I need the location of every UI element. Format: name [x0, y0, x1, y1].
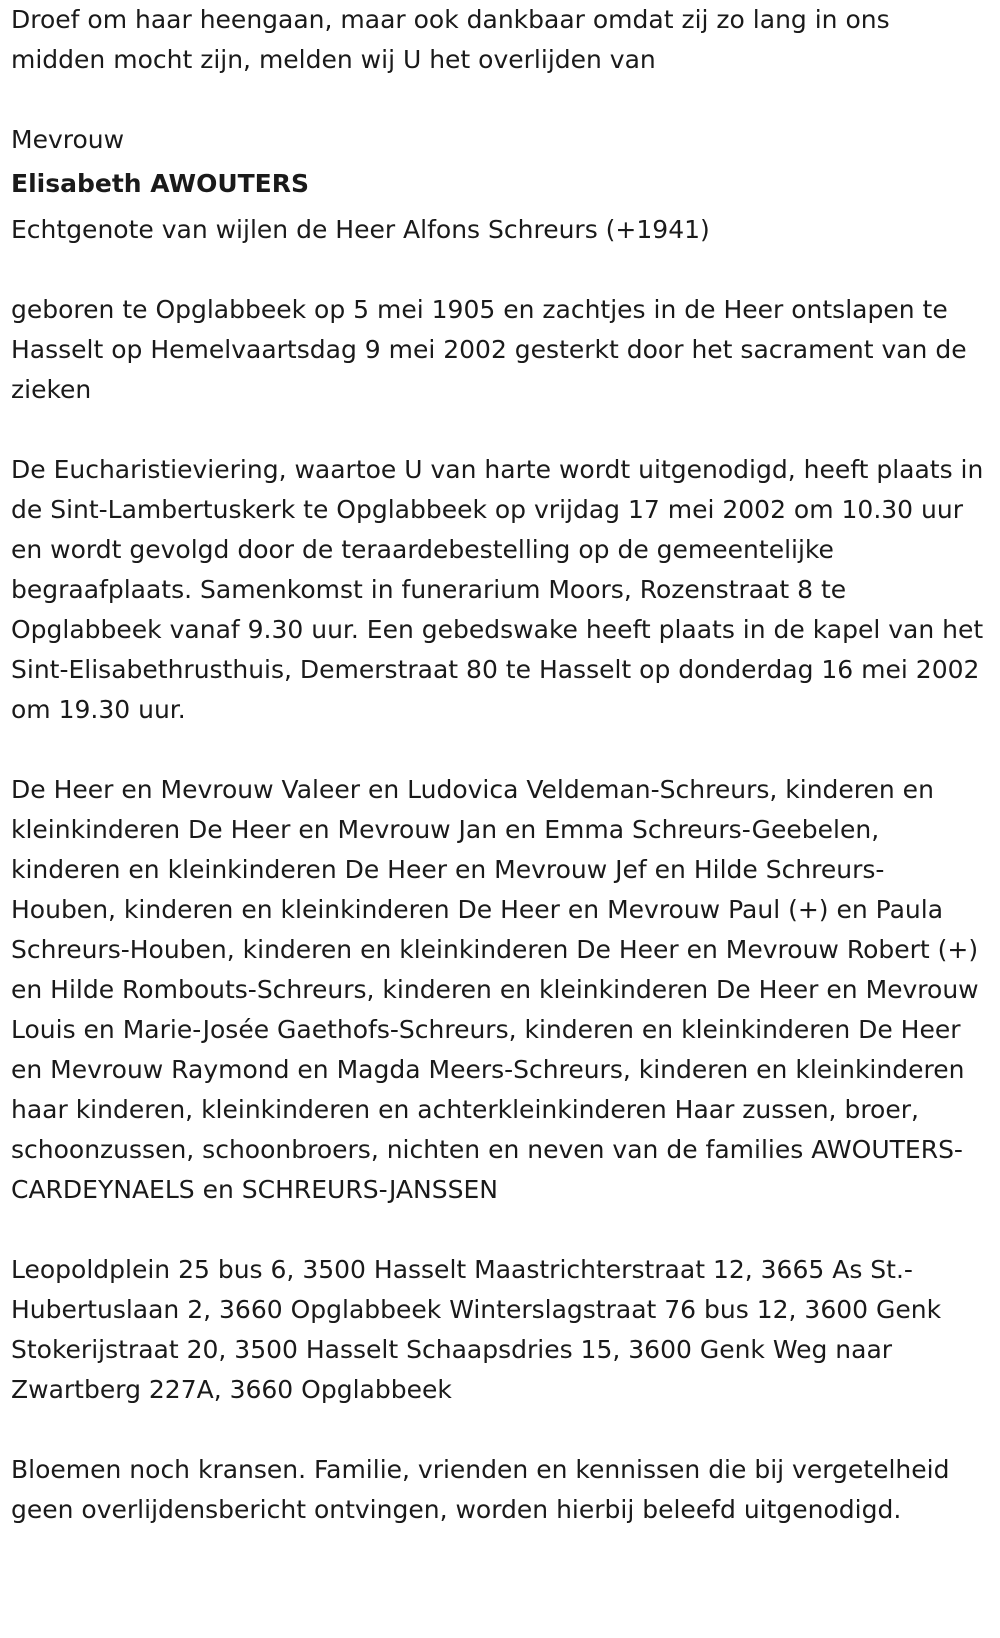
spacer — [11, 410, 986, 450]
spacer — [11, 80, 986, 120]
spacer — [11, 250, 986, 290]
spouse-line: Echtgenote van wijlen de Heer Alfons Schreurs (+1941) — [11, 215, 710, 244]
spacer — [11, 730, 986, 770]
closing-paragraph: Bloemen noch kransen. Familie, vrienden en kennissen die bij vergetelheid geen overlijdensbericht ontvingen, worden hierbij beleefd uitgenodigd. — [11, 1455, 950, 1524]
obituary-notice — [11, 0, 986, 1530]
birth-death-paragraph: geboren te Opglabbeek op 5 mei 1905 en zachtjes in de Heer ontslapen te Hasselt op Hemelvaartsdag 9 mei 2002 gesterkt door het sacrament van de zieken — [11, 295, 967, 404]
family-paragraph: De Heer en Mevrouw Valeer en Ludovica Veldeman-Schreurs, kinderen en kleinkinderen De Heer en Mevrouw Jan en Emma Schreurs-Geebelen, kinderen en kleinkinderen De Heer en Mevrouw Jef en Hilde Schreurs-Houben, kinderen en kleinkinderen De Heer en Mevrouw Paul (+) en Paula Schreurs-Houben, kinderen en kleinkinderen De Heer en Mevrouw Robert (+) en Hilde Rombouts-Schreurs, kinderen en kleinkinderen De Heer en Mevrouw Louis en Marie-Josée Gaethofs-Schreurs, kinderen en kleinkinderen De Heer en Mevrouw Raymond en Magda Meers-Schreurs, kinderen en kleinkinderen haar kinderen, kleinkinderen en achterkleinkinderen Haar zussen, broer, schoonzussen, schoonbroers, nichten en neven van de families AWOUTERS-CARDEYNAELS en SCHREURS-JANSSEN — [11, 775, 979, 1204]
spacer — [11, 1210, 986, 1250]
salutation: Mevrouw — [11, 125, 125, 154]
intro-paragraph: Droef om haar heengaan, maar ook dankbaar omdat zij zo lang in ons midden mocht zijn, melden wij U het overlijden van — [11, 5, 890, 74]
deceased-name: Elisabeth AWOUTERS — [11, 169, 310, 198]
addresses-paragraph: Leopoldplein 25 bus 6, 3500 Hasselt Maastrichterstraat 12, 3665 As St.-Hubertuslaan 2, 3660 Opglabbeek Winterslagstraat 76 bus 12, 3600 Genk Stokerijstraat 20, 3500 Hasselt Schaapsdries 15, 3600 Genk Weg naar Zwartberg 227A, 3660 Opglabbeek — [11, 1255, 942, 1404]
spacer — [11, 1410, 986, 1450]
ceremony-paragraph: De Eucharistieviering, waartoe U van harte wordt uitgenodigd, heeft plaats in de Sint-Lambertuskerk te Opglabbeek op vrijdag 17 mei 2002 om 10.30 uur en wordt gevolgd door de teraardebestelling op de gemeentelijke begraafplaats. Samenkomst in funerarium Moors, Rozenstraat 8 te Opglabbeek vanaf 9.30 uur. Een gebedswake heeft plaats in de kapel van het Sint-Elisabethrusthuis, Demerstraat 80 te Hasselt op donderdag 16 mei 2002 om 19.30 uur. — [11, 455, 984, 724]
